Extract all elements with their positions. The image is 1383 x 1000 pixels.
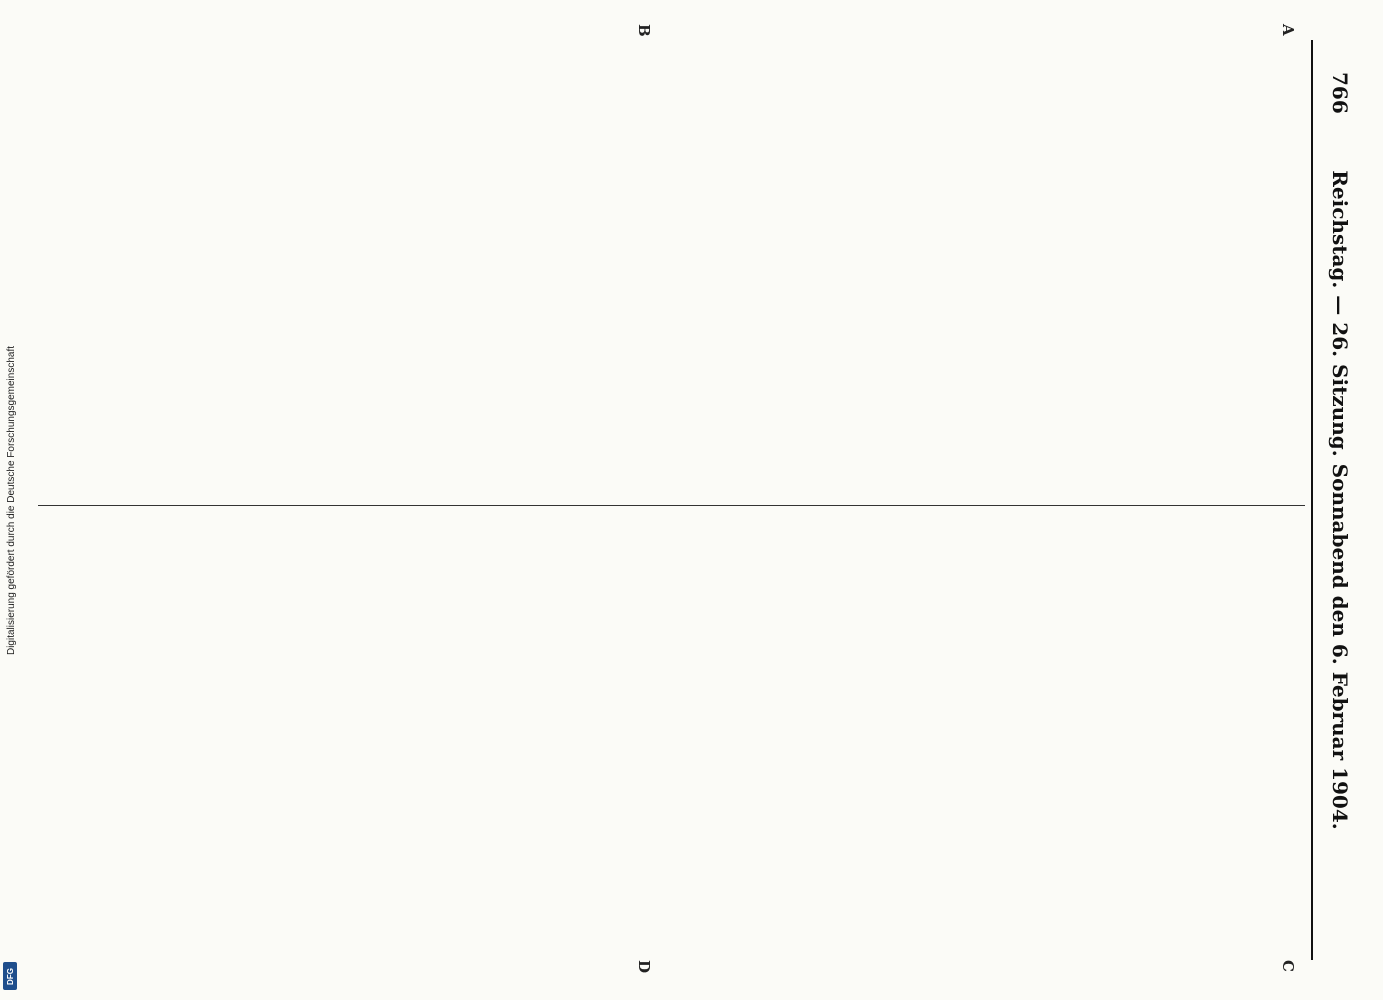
left-column-line xyxy=(116,58,129,503)
right-column-line xyxy=(459,528,472,973)
right-column-line xyxy=(1092,528,1105,973)
left-column-line xyxy=(406,58,419,503)
page-number: 766 xyxy=(1328,72,1352,114)
left-column-line xyxy=(169,58,182,503)
right-column-line xyxy=(934,528,947,973)
left-column-line xyxy=(921,58,934,503)
left-column-line xyxy=(1171,58,1184,503)
right-column-line xyxy=(222,528,235,973)
right-column-line xyxy=(116,528,129,973)
left-column-line xyxy=(657,58,670,503)
left-column-line xyxy=(129,58,142,503)
right-column-line xyxy=(248,528,261,973)
text-column-right xyxy=(43,528,1303,973)
left-column-line xyxy=(340,58,353,503)
left-column-line xyxy=(1211,58,1224,503)
right-column-line xyxy=(1158,528,1171,973)
left-column-line xyxy=(1237,58,1250,503)
right-column-line xyxy=(327,528,340,973)
right-column-line xyxy=(894,528,907,973)
left-column-line xyxy=(367,58,380,503)
right-column-line xyxy=(881,528,894,973)
left-column-line xyxy=(354,58,367,503)
right-column-line xyxy=(565,528,578,973)
right-column-line xyxy=(143,528,156,973)
right-column-line xyxy=(301,528,314,973)
left-column-line xyxy=(815,58,828,503)
right-column-line xyxy=(208,528,221,973)
right-column-line xyxy=(855,528,868,973)
right-column-line xyxy=(1132,528,1145,973)
right-column-line xyxy=(235,528,248,973)
left-column-line xyxy=(485,58,498,503)
right-column-line xyxy=(644,528,657,973)
left-column-line xyxy=(248,58,261,503)
left-column-line xyxy=(222,58,235,503)
left-column-line xyxy=(393,58,406,503)
right-column-line xyxy=(380,528,393,973)
left-column-line xyxy=(947,58,960,503)
left-column-line xyxy=(749,58,762,503)
left-column-line xyxy=(301,58,314,503)
right-column-line xyxy=(274,528,287,973)
left-column-line xyxy=(591,58,604,503)
left-column-line xyxy=(1145,58,1158,503)
left-column-line xyxy=(881,58,894,503)
left-column-line xyxy=(512,58,525,503)
right-column-line xyxy=(512,528,525,973)
left-column-line xyxy=(235,58,248,503)
left-column-line xyxy=(828,58,841,503)
right-column-line xyxy=(710,528,723,973)
right-column-line xyxy=(630,528,643,973)
left-column-line xyxy=(261,58,274,503)
left-column-line xyxy=(314,58,327,503)
page-header xyxy=(1315,72,1365,928)
left-column-line xyxy=(802,58,815,503)
running-title: Reichstag. — 26. Sitzung. Sonnabend den 6. Februar 1904. xyxy=(1328,170,1352,830)
margin-letter-a: A xyxy=(1279,24,1297,36)
left-column-line xyxy=(551,58,564,503)
right-column-line xyxy=(472,528,485,973)
right-column-line xyxy=(604,528,617,973)
left-column-line xyxy=(1052,58,1065,503)
left-column-line xyxy=(776,58,789,503)
right-column-line xyxy=(1013,528,1026,973)
left-column-line xyxy=(1026,58,1039,503)
right-column-line xyxy=(802,528,815,973)
right-column-line xyxy=(1237,528,1250,973)
left-column-line xyxy=(472,58,485,503)
right-column-line xyxy=(907,528,920,973)
left-column-line xyxy=(156,58,169,503)
left-column-line xyxy=(1118,58,1131,503)
right-column-line xyxy=(1066,528,1079,973)
right-column-line xyxy=(169,528,182,973)
left-column-line xyxy=(736,58,749,503)
right-column-line xyxy=(1039,528,1052,973)
left-column-line xyxy=(1263,58,1276,503)
right-column-line xyxy=(1118,528,1131,973)
left-column-line xyxy=(380,58,393,503)
right-column-line xyxy=(288,528,301,973)
right-column-line xyxy=(538,528,551,973)
left-column-line xyxy=(644,58,657,503)
right-column-line xyxy=(1171,528,1184,973)
right-column-line xyxy=(749,528,762,973)
left-column-line xyxy=(578,58,591,503)
right-column-line xyxy=(1290,528,1303,973)
margin-letter-c: C xyxy=(1279,960,1297,972)
left-column-line xyxy=(1079,58,1092,503)
left-column-line xyxy=(288,58,301,503)
left-column-line xyxy=(208,58,221,503)
left-column-line xyxy=(868,58,881,503)
text-column-left xyxy=(43,58,1303,503)
right-column-line xyxy=(973,528,986,973)
credit-text: Digitalisierung gefördert durch die Deutsche Forschungsgemeinschaft xyxy=(6,345,18,655)
left-column-line xyxy=(1013,58,1026,503)
margin-letter-d: D xyxy=(635,960,653,974)
margin-letter-b: B xyxy=(635,24,653,37)
right-column-line xyxy=(1263,528,1276,973)
left-column-line xyxy=(960,58,973,503)
right-column-line xyxy=(1184,528,1197,973)
right-column-line xyxy=(841,528,854,973)
left-column-line xyxy=(789,58,802,503)
right-column-line xyxy=(156,528,169,973)
left-column-line xyxy=(1290,58,1303,503)
left-column-line xyxy=(1277,58,1290,503)
left-column-line xyxy=(1132,58,1145,503)
left-column-line xyxy=(617,58,630,503)
left-column-line xyxy=(670,58,683,503)
left-column-line xyxy=(1105,58,1118,503)
right-column-line xyxy=(129,528,142,973)
right-column-line xyxy=(617,528,630,973)
left-column-line xyxy=(907,58,920,503)
right-column-line xyxy=(683,528,696,973)
left-column-line xyxy=(841,58,854,503)
right-column-line xyxy=(696,528,709,973)
right-column-line xyxy=(1224,528,1237,973)
left-column-line xyxy=(1184,58,1197,503)
left-column-line xyxy=(1198,58,1211,503)
right-column-line xyxy=(578,528,591,973)
right-column-line xyxy=(1000,528,1013,973)
right-column-line xyxy=(314,528,327,973)
left-column-line xyxy=(1158,58,1171,503)
left-column-line xyxy=(894,58,907,503)
left-column-line xyxy=(327,58,340,503)
left-column-line xyxy=(433,58,446,503)
right-column-line xyxy=(419,528,432,973)
digitization-credit xyxy=(4,0,20,1000)
right-column-line xyxy=(1079,528,1092,973)
left-column-line xyxy=(195,58,208,503)
right-column-line xyxy=(367,528,380,973)
right-column-line xyxy=(182,528,195,973)
left-column-line xyxy=(182,58,195,503)
right-column-line xyxy=(406,528,419,973)
left-column-line xyxy=(525,58,538,503)
right-column-line xyxy=(736,528,749,973)
right-column-line xyxy=(485,528,498,973)
left-column-line xyxy=(446,58,459,503)
right-column-line xyxy=(1211,528,1224,973)
left-column-line xyxy=(274,58,287,503)
left-column-line xyxy=(630,58,643,503)
left-column-line xyxy=(1066,58,1079,503)
left-column-line xyxy=(762,58,775,503)
right-column-line xyxy=(762,528,775,973)
right-column-line xyxy=(723,528,736,973)
right-column-line xyxy=(789,528,802,973)
left-column-line xyxy=(499,58,512,503)
right-column-line xyxy=(340,528,353,973)
left-column-line xyxy=(419,58,432,503)
left-column-line xyxy=(987,58,1000,503)
left-column-line xyxy=(604,58,617,503)
right-column-line xyxy=(947,528,960,973)
right-column-line xyxy=(1250,528,1263,973)
left-column-line xyxy=(683,58,696,503)
right-column-line xyxy=(446,528,459,973)
right-column-line xyxy=(195,528,208,973)
right-column-line xyxy=(525,528,538,973)
right-column-line xyxy=(657,528,670,973)
right-column-line xyxy=(499,528,512,973)
right-column-line xyxy=(960,528,973,973)
left-column-line xyxy=(855,58,868,503)
right-column-line xyxy=(591,528,604,973)
left-column-line xyxy=(1092,58,1105,503)
left-column-line xyxy=(1000,58,1013,503)
right-column-line xyxy=(393,528,406,973)
left-column-line xyxy=(143,58,156,503)
right-column-line xyxy=(1105,528,1118,973)
right-column-line xyxy=(1277,528,1290,973)
dfg-logo-icon xyxy=(3,962,17,990)
left-column-line xyxy=(1039,58,1052,503)
right-column-line xyxy=(1052,528,1065,973)
right-column-line xyxy=(921,528,934,973)
right-column-line xyxy=(987,528,1000,973)
right-column-line xyxy=(670,528,683,973)
right-column-line xyxy=(1198,528,1211,973)
left-column-line xyxy=(973,58,986,503)
left-column-line xyxy=(538,58,551,503)
right-column-line xyxy=(551,528,564,973)
right-column-line xyxy=(868,528,881,973)
right-column-line xyxy=(354,528,367,973)
left-column-line xyxy=(710,58,723,503)
left-column-line xyxy=(934,58,947,503)
header-rule xyxy=(1311,40,1313,960)
right-column-line xyxy=(433,528,446,973)
left-column-line xyxy=(696,58,709,503)
right-column-line xyxy=(1145,528,1158,973)
right-column-line xyxy=(776,528,789,973)
left-column-line xyxy=(1250,58,1263,503)
right-column-line xyxy=(1026,528,1039,973)
right-column-line xyxy=(261,528,274,973)
left-column-line xyxy=(1224,58,1237,503)
column-divider xyxy=(38,505,1305,506)
right-column-line xyxy=(815,528,828,973)
dfg-logo-text: DFG xyxy=(5,967,15,985)
left-column-line xyxy=(459,58,472,503)
left-column-line xyxy=(565,58,578,503)
right-column-line xyxy=(828,528,841,973)
left-column-line xyxy=(723,58,736,503)
